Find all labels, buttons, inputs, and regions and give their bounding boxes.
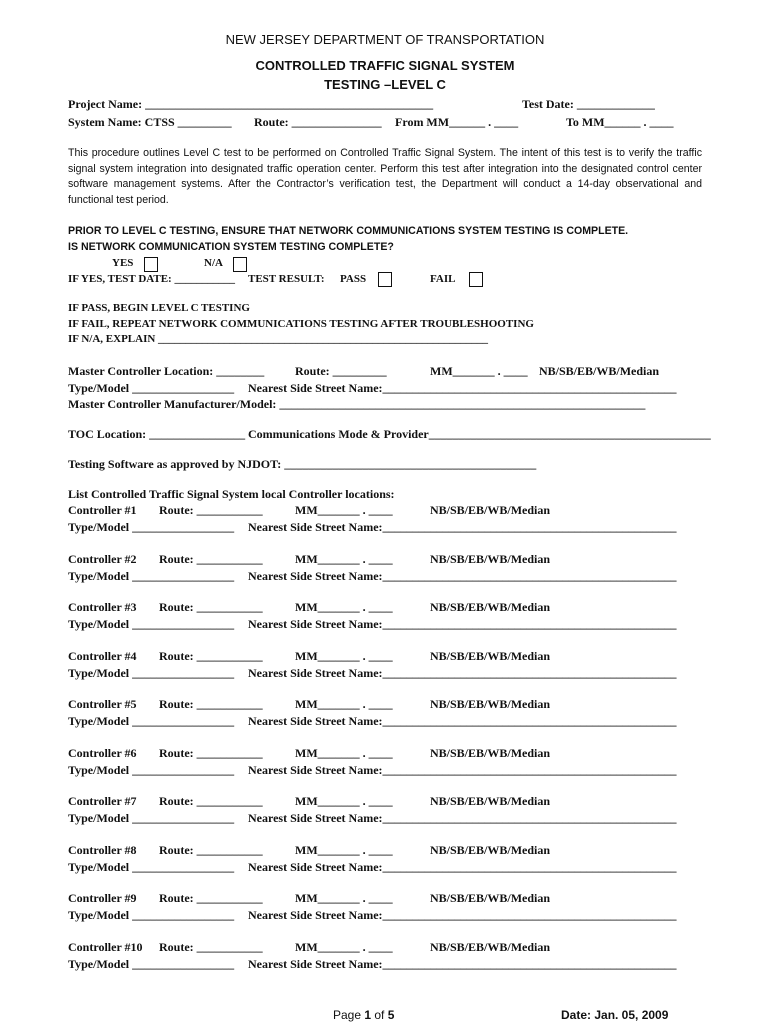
- controller-mm-field[interactable]: MM_______ . ____: [295, 552, 393, 566]
- controller-route-field[interactable]: Route: ___________: [159, 794, 263, 808]
- toc-location-field[interactable]: TOC Location: ________________: [68, 427, 246, 441]
- project-name-field[interactable]: Project Name: ________________________________________________: [68, 97, 434, 111]
- controller-label: Controller #3: [68, 600, 137, 614]
- master-route-field[interactable]: Route: _________: [295, 364, 387, 378]
- testing-software-field[interactable]: Testing Software as approved by NJDOT: __________________________________________: [68, 457, 537, 471]
- if-na-explain-field[interactable]: IF N/A, EXPLAIN ____________________________________________________________: [68, 333, 489, 345]
- controller-direction-label: NB/SB/EB/WB/Median: [430, 843, 551, 857]
- controller-label: Controller #7: [68, 794, 137, 808]
- controller-route-field[interactable]: Route: ___________: [159, 600, 263, 614]
- na-checkbox[interactable]: [233, 257, 247, 272]
- system-name-field[interactable]: System Name: CTSS _________: [68, 115, 232, 129]
- controller-label: Controller #1: [68, 503, 137, 517]
- controller-type-model-field[interactable]: Type/Model _________________: [68, 811, 235, 825]
- controller-direction-label: NB/SB/EB/WB/Median: [430, 697, 551, 711]
- controller-route-field[interactable]: Route: ___________: [159, 843, 263, 857]
- if-pass-instruction: IF PASS, BEGIN LEVEL C TESTING: [68, 302, 250, 314]
- controller-side-street-field[interactable]: Nearest Side Street Name:_________________________________________________: [248, 569, 677, 583]
- controller-type-model-field[interactable]: Type/Model _________________: [68, 763, 235, 777]
- master-direction-label: NB/SB/EB/WB/Median: [539, 364, 660, 378]
- master-mm-field[interactable]: MM_______ . ____: [430, 364, 528, 378]
- controllers-heading: List Controlled Traffic Signal System local Controller locations:: [68, 487, 395, 501]
- controller-side-street-field[interactable]: Nearest Side Street Name:_________________________________________________: [248, 666, 677, 680]
- controller-label: Controller #8: [68, 843, 137, 857]
- test-date-field[interactable]: Test Date: _____________: [522, 97, 655, 111]
- controller-label: Controller #4: [68, 649, 137, 663]
- test-result-label: TEST RESULT:: [248, 273, 325, 285]
- to-mm-field[interactable]: To MM______ . ____: [566, 115, 674, 129]
- controller-direction-label: NB/SB/EB/WB/Median: [430, 600, 551, 614]
- controller-label: Controller #6: [68, 746, 137, 760]
- comms-complete-question: IS NETWORK COMMUNICATION SYSTEM TESTING COMPLETE?: [68, 241, 394, 253]
- controller-label: Controller #5: [68, 697, 137, 711]
- controller-mm-field[interactable]: MM_______ . ____: [295, 649, 393, 663]
- controller-direction-label: NB/SB/EB/WB/Median: [430, 940, 551, 954]
- page-current: 1: [364, 1008, 372, 1022]
- pass-label: PASS: [340, 273, 367, 285]
- fail-checkbox[interactable]: [469, 272, 483, 287]
- page-prefix: Page: [333, 1008, 365, 1022]
- page-total: 5: [387, 1008, 395, 1022]
- yes-label: YES: [112, 257, 134, 269]
- controller-type-model-field[interactable]: Type/Model _________________: [68, 860, 235, 874]
- controller-mm-field[interactable]: MM_______ . ____: [295, 697, 393, 711]
- controller-direction-label: NB/SB/EB/WB/Median: [430, 552, 551, 566]
- controller-side-street-field[interactable]: Nearest Side Street Name:_________________________________________________: [248, 957, 677, 971]
- page-of: of: [371, 1008, 388, 1022]
- master-side-street-field[interactable]: Nearest Side Street Name:_________________________________________________: [248, 381, 677, 395]
- prior-testing-notice: PRIOR TO LEVEL C TESTING, ENSURE THAT NETWORK COMMUNICATIONS SYSTEM TESTING IS COMPLETE.: [68, 225, 629, 237]
- intro-paragraph: This procedure outlines Level C test to be performed on Controlled Traffic Signal System. The intent of this test is to verify the traffic signal system integration into designated traffic operation center. Perform this test after integration into the designated control center software management systems. After the Contractor’s verification test, the Department will conduct a 14-day observational and functional test period.: [68, 147, 702, 206]
- controller-direction-label: NB/SB/EB/WB/Median: [430, 794, 551, 808]
- controller-direction-label: NB/SB/EB/WB/Median: [430, 746, 551, 760]
- controller-mm-field[interactable]: MM_______ . ____: [295, 746, 393, 760]
- controller-mm-field[interactable]: MM_______ . ____: [295, 600, 393, 614]
- controller-route-field[interactable]: Route: ___________: [159, 697, 263, 711]
- controller-type-model-field[interactable]: Type/Model _________________: [68, 908, 235, 922]
- controller-type-model-field[interactable]: Type/Model _________________: [68, 520, 235, 534]
- controller-route-field[interactable]: Route: ___________: [159, 940, 263, 954]
- controller-mm-field[interactable]: MM_______ . ____: [295, 794, 393, 808]
- na-label: N/A: [204, 257, 223, 269]
- controller-side-street-field[interactable]: Nearest Side Street Name:_________________________________________________: [248, 617, 677, 631]
- controller-label: Controller #9: [68, 891, 137, 905]
- controller-type-model-field[interactable]: Type/Model _________________: [68, 714, 235, 728]
- master-manufacturer-field[interactable]: Master Controller Manufacturer/Model: _____________________________________________________________: [68, 397, 646, 411]
- controller-type-model-field[interactable]: Type/Model _________________: [68, 666, 235, 680]
- master-location-field[interactable]: Master Controller Location: ________: [68, 364, 265, 378]
- yes-checkbox[interactable]: [144, 257, 158, 272]
- controller-mm-field[interactable]: MM_______ . ____: [295, 891, 393, 905]
- agency-header: NEW JERSEY DEPARTMENT OF TRANSPORTATION: [225, 32, 545, 47]
- controller-side-street-field[interactable]: Nearest Side Street Name:_________________________________________________: [248, 860, 677, 874]
- controller-label: Controller #10: [68, 940, 143, 954]
- controller-direction-label: NB/SB/EB/WB/Median: [430, 649, 551, 663]
- form-title-line1: CONTROLLED TRAFFIC SIGNAL SYSTEM: [255, 58, 515, 73]
- controller-side-street-field[interactable]: Nearest Side Street Name:_________________________________________________: [248, 763, 677, 777]
- test-date-line[interactable]: IF YES, TEST DATE: ___________: [68, 273, 235, 285]
- controller-mm-field[interactable]: MM_______ . ____: [295, 503, 393, 517]
- form-title-line2: TESTING –LEVEL C: [324, 77, 446, 92]
- controller-side-street-field[interactable]: Nearest Side Street Name:_________________________________________________: [248, 714, 677, 728]
- page-number: [333, 1008, 394, 1022]
- controller-route-field[interactable]: Route: ___________: [159, 552, 263, 566]
- pass-checkbox[interactable]: [378, 272, 392, 287]
- controller-mm-field[interactable]: MM_______ . ____: [295, 940, 393, 954]
- controller-route-field[interactable]: Route: ___________: [159, 503, 263, 517]
- controller-direction-label: NB/SB/EB/WB/Median: [430, 891, 551, 905]
- controller-label: Controller #2: [68, 552, 137, 566]
- controller-type-model-field[interactable]: Type/Model _________________: [68, 617, 235, 631]
- route-field[interactable]: Route: _______________: [254, 115, 382, 129]
- comms-mode-field[interactable]: Communications Mode & Provider_______________________________________________: [248, 427, 711, 441]
- from-mm-field[interactable]: From MM______ . ____: [395, 115, 519, 129]
- controller-side-street-field[interactable]: Nearest Side Street Name:_________________________________________________: [248, 520, 677, 534]
- document-date: Date: Jan. 05, 2009: [561, 1008, 669, 1022]
- controller-route-field[interactable]: Route: ___________: [159, 649, 263, 663]
- controller-route-field[interactable]: Route: ___________: [159, 891, 263, 905]
- master-type-model-field[interactable]: Type/Model _________________: [68, 381, 235, 395]
- controller-direction-label: NB/SB/EB/WB/Median: [430, 503, 551, 517]
- if-fail-instruction: IF FAIL, REPEAT NETWORK COMMUNICATIONS TESTING AFTER TROUBLESHOOTING: [68, 318, 534, 330]
- controller-mm-field[interactable]: MM_______ . ____: [295, 843, 393, 857]
- controller-side-street-field[interactable]: Nearest Side Street Name:_________________________________________________: [248, 908, 677, 922]
- controller-route-field[interactable]: Route: ___________: [159, 746, 263, 760]
- controller-type-model-field[interactable]: Type/Model _________________: [68, 957, 235, 971]
- fail-label: FAIL: [430, 273, 456, 285]
- controller-type-model-field[interactable]: Type/Model _________________: [68, 569, 235, 583]
- controller-side-street-field[interactable]: Nearest Side Street Name:_________________________________________________: [248, 811, 677, 825]
